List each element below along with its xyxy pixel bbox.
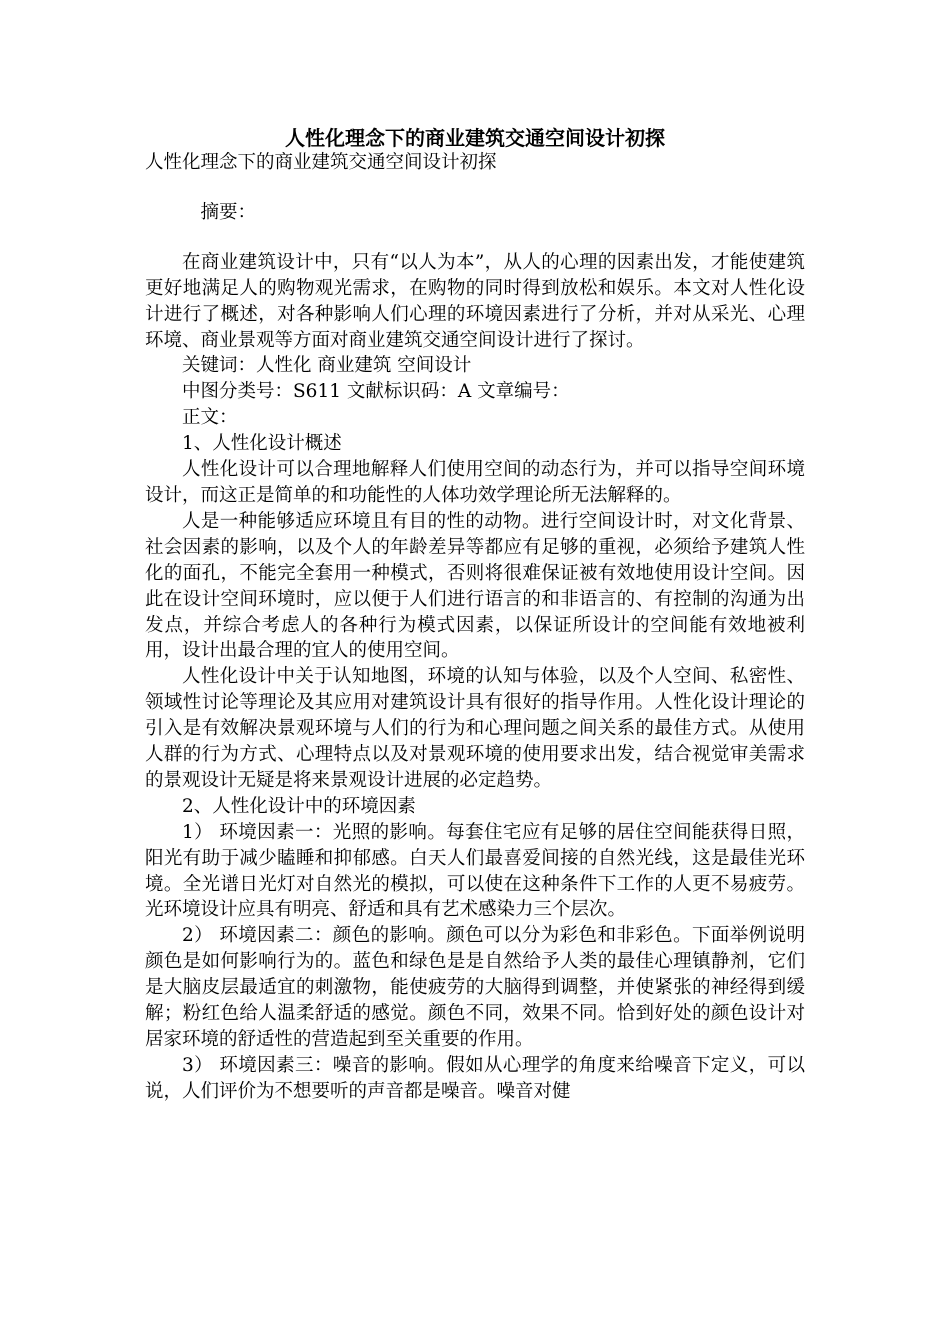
paragraph: 2） 环境因素二：颜色的影响。颜色可以分为彩色和非彩色。下面举例说明颜色是如何影响行为的。蓝色和绿色是是自然给予人类的最佳心理镇静剂，它们是大脑皮层最适宜的刺激物，能使疲劳的大脑得到调整，并使紧张的神经得到缓解；粉红色给人温柔舒适的感觉。颜色不同，效果不同。恰到好处的颜色设计对居家环境的舒适性的营造起到至关重要的作用。: [145, 925, 805, 1050]
section-heading-2: 2、人性化设计中的环境因素: [182, 795, 416, 817]
section-heading-1: 1、人性化设计概述: [182, 433, 342, 455]
body-label: 正文：: [182, 407, 238, 429]
abstract-paragraph: 在商业建筑设计中，只有“以人为本”，从人的心理的因素出发，才能使建筑更好地满足人的购物观光需求，在购物的同时得到放松和娱乐。本文对人性化设计进行了概述，对各种影响人们心理的环境因素进行了分析，并对从采光、心理环境、商业景观等方面对商业建筑交通空间设计进行了探讨。: [145, 251, 805, 351]
document-title: 人性化理念下的商业建筑交通空间设计初探: [285, 126, 665, 150]
abstract-label: 摘要：: [200, 201, 257, 223]
paragraph: 人性化设计可以合理地解释人们使用空间的动态行为，并可以指导空间环境设计，而这正是简单的和功能性的人体功效学理论所无法解释的。: [145, 459, 805, 506]
paragraph: 人是一种能够适应环境且有目的性的动物。进行空间设计时，对文化背景、社会因素的影响，以及个人的年龄差异等都应有足够的重视，必须给予建筑人性化的面孔，不能完全套用一种模式，否则将很难保证被有效地使用设计空间。因此在设计空间环境时，应以便于人们进行语言的和非语言的、有控制的沟通为出发点，并综合考虑人的各种行为模式因素，以保证所设计的空间能有效地被利用，设计出最合理的宜人的使用空间。: [145, 510, 805, 662]
paragraph: 1） 环境因素一：光照的影响。每套住宅应有足够的居住空间能获得日照，阳光有助于减少瞌睡和抑郁感。白天人们最喜爱间接的自然光线，这是最佳光环境。全光谱日光灯对自然光的模拟，可以使在这种条件下工作的人更不易疲劳。光环境设计应具有明亮、舒适和具有艺术感染力三个层次。: [145, 821, 805, 921]
document-subtitle: 人性化理念下的商业建筑交通空间设计初探: [145, 152, 497, 173]
paragraph: 人性化设计中关于认知地图，环境的认知与体验，以及个人空间、私密性、领域性讨论等理论及其应用对建筑设计具有很好的指导作用。人性化设计理论的引入是有效解决景观环境与人们的行为和心理问题之间关系的最佳方式。从使用人群的行为方式、心理特点以及对景观环境的使用要求出发，结合视觉审美需求的景观设计无疑是将来景观设计进展的必定趋势。: [145, 666, 805, 791]
document-body: [145, 150, 805, 1105]
keywords-line: 关键词：人性化 商业建筑 空间设计: [182, 355, 472, 377]
classification-line: 中图分类号：S611 文献标识码：A 文章编号：: [182, 381, 570, 403]
paragraph: 3） 环境因素三：噪音的影响。假如从心理学的角度来给噪音下定义，可以说，人们评价为不想要听的声音都是噪音。噪音对健: [145, 1054, 805, 1102]
